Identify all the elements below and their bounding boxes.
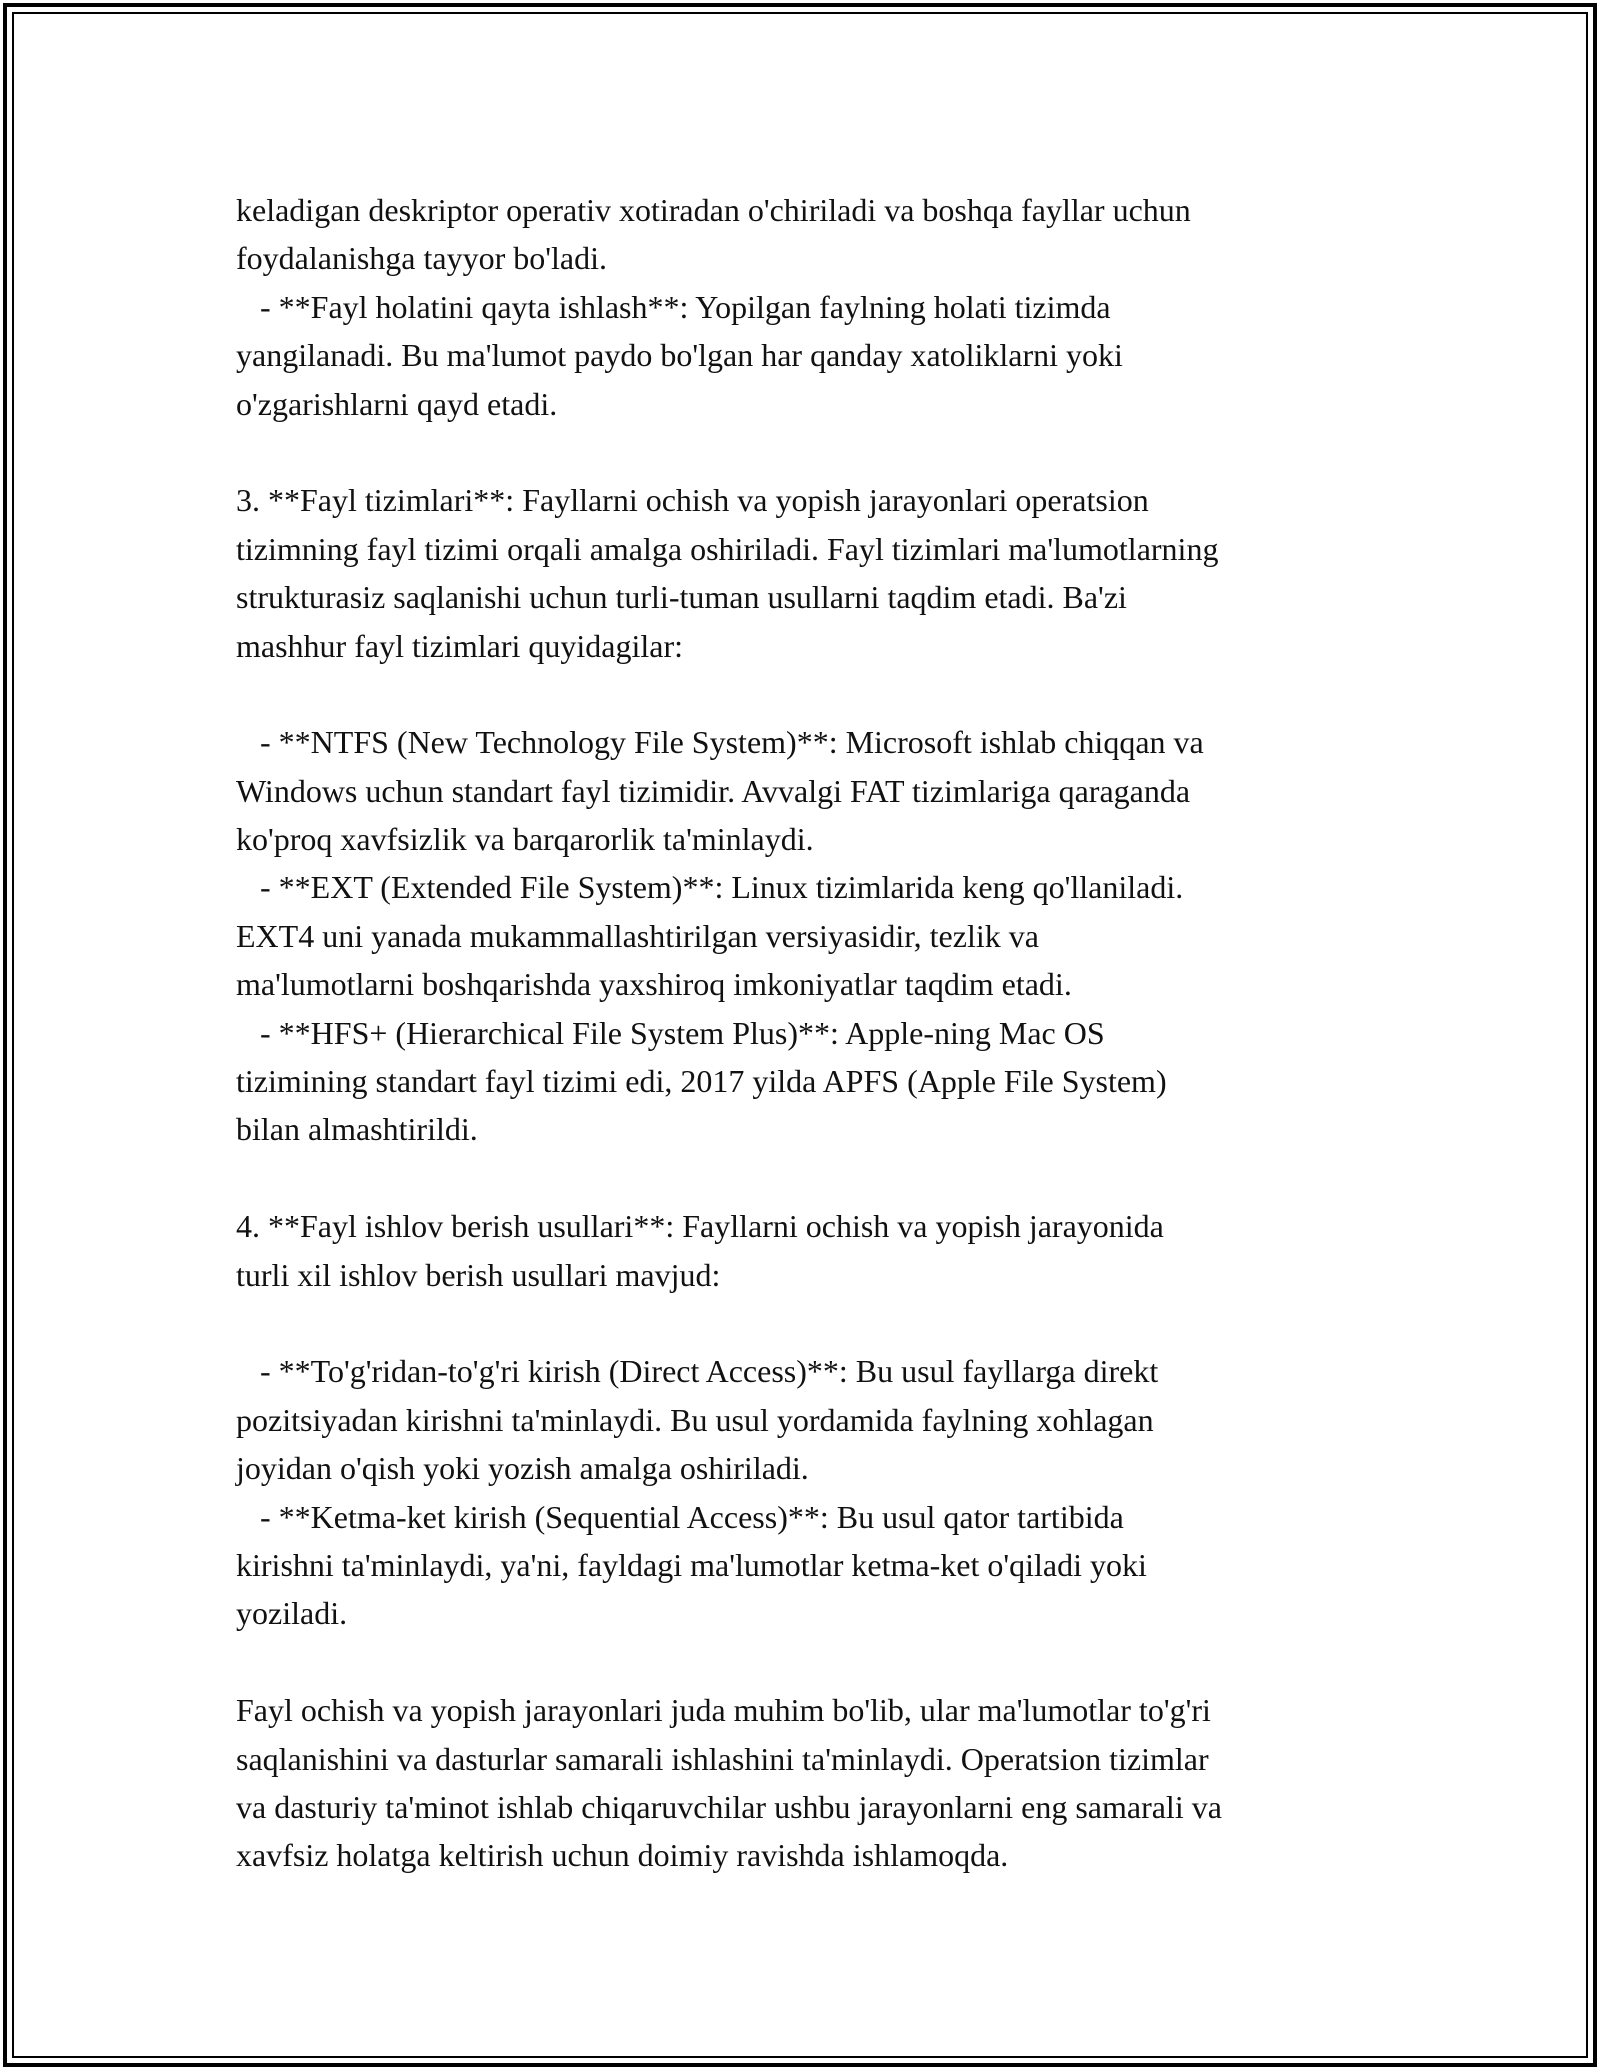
text-line: kirishni ta'minlaydi, ya'ni, fayldagi ma'lumotlar ketma-ket o'qiladi yoki (236, 1546, 1147, 1583)
text-line: yoziladi. (236, 1595, 348, 1632)
blank-line (236, 670, 1376, 718)
text-line: - **Fayl holatini qayta ishlash**: Yopilgan faylning holati tizimda (236, 288, 1111, 325)
blank-line (236, 1299, 1376, 1347)
text-line: strukturasiz saqlanishi uchun turli-tuman usullarni taqdim etadi. Ba'zi (236, 579, 1127, 616)
text-line: bilan almashtirildi. (236, 1111, 478, 1148)
text-line: saqlanishini va dasturlar samarali ishlashini ta'minlaydi. Operatsion tizimlar (236, 1740, 1209, 1777)
text-line: - **EXT (Extended File System)**: Linux tizimlarida keng qo'llaniladi. (236, 869, 1184, 906)
text-line: joyidan o'qish yoki yozish amalga oshiriladi. (236, 1450, 809, 1487)
text-line: - **HFS+ (Hierarchical File System Plus)**: Apple-ning Mac OS (236, 1014, 1105, 1051)
text-line: xavfsiz holatga keltirish uchun doimiy ravishda ishlamoqda. (236, 1837, 1009, 1874)
text-line: 3. **Fayl tizimlari**: Fayllarni ochish va yopish jarayonlari operatsion (236, 482, 1149, 519)
text-line: tizimining standart fayl tizimi edi, 2017 yilda APFS (Apple File System) (236, 1063, 1167, 1100)
text-line: - **Ketma-ket kirish (Sequential Access)**: Bu usul qator tartibida (236, 1498, 1124, 1535)
text-line: keladigan deskriptor operativ xotiradan o'chiriladi va boshqa fayllar uchun (236, 192, 1191, 228)
text-line: Windows uchun standart fayl tizimidir. Avvalgi FAT tizimlariga qaraganda (236, 772, 1191, 809)
text-line: - **To'g'ridan-to'g'ri kirish (Direct Access)**: Bu usul fayllarga direkt (236, 1353, 1159, 1390)
text-line: turli xil ishlov berish usullari mavjud: (236, 1256, 721, 1293)
text-line: - **NTFS (New Technology File System)**: Microsoft ishlab chiqqan va (236, 724, 1204, 761)
text-line: mashhur fayl tizimlari quyidagilar: (236, 627, 683, 664)
document-body (236, 186, 1376, 1880)
text-line: EXT4 uni yanada mukammallashtirilgan versiyasidir, tezlik va (236, 917, 1039, 954)
text-line: 4. **Fayl ishlov berish usullari**: Fayllarni ochish va yopish jarayonida (236, 1208, 1164, 1245)
text-line: Fayl ochish va yopish jarayonlari juda muhim bo'lib, ular ma'lumotlar to'g'ri (236, 1692, 1211, 1729)
text-line: foydalanishga tayyor bo'ladi. (236, 240, 607, 277)
text-line: yangilanadi. Bu ma'lumot paydo bo'lgan har qanday xatoliklarni yoki (236, 337, 1123, 374)
text-line: ko'proq xavfsizlik va barqarorlik ta'minlaydi. (236, 821, 814, 858)
text-line: o'zgarishlarni qayd etadi. (236, 385, 558, 422)
blank-line (236, 1638, 1376, 1686)
blank-line (236, 1154, 1376, 1202)
text-line: va dasturiy ta'minot ishlab chiqaruvchilar ushbu jarayonlarni eng samarali va (236, 1788, 1222, 1825)
text-line: pozitsiyadan kirishni ta'minlaydi. Bu usul yordamida faylning xohlagan (236, 1401, 1154, 1438)
blank-line (236, 428, 1376, 476)
text-line: tizimning fayl tizimi orqali amalga oshiriladi. Fayl tizimlari ma'lumotlarning (236, 530, 1219, 567)
text-line: ma'lumotlarni boshqarishda yaxshiroq imkoniyatlar taqdim etadi. (236, 966, 1072, 1003)
